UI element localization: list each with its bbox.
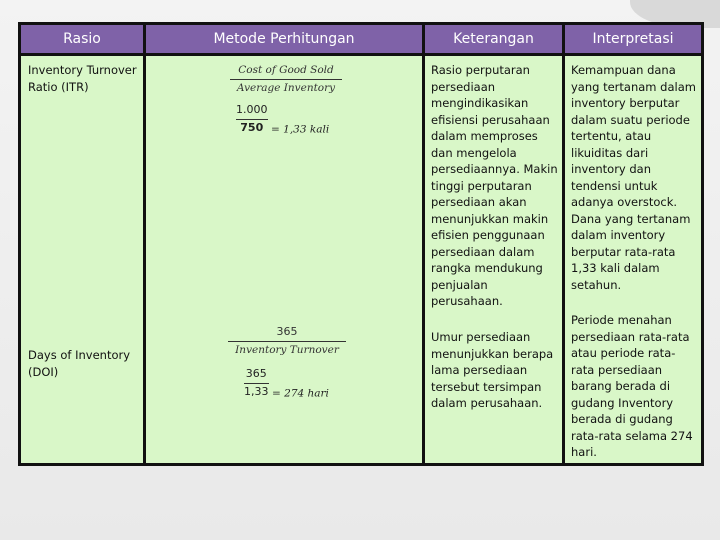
header-metode-perhitungan: Metode Perhitungan	[146, 25, 422, 53]
itr-calc-result: = 1,33 kali	[271, 123, 330, 136]
doi-formula	[228, 324, 346, 358]
header-keterangan: Keterangan	[425, 25, 562, 53]
doi-calc-result: = 274 hari	[272, 387, 329, 400]
ratio-table	[18, 22, 704, 466]
ratio-name-itr: Inventory Turnover Ratio (ITR)	[28, 63, 137, 94]
keterangan-itr: Rasio perputaran persediaan mengindikasikan efisiensi perusahaan dalam memproses dan mengelola persediaannya. Makin tinggi perputaran persediaan akan menunjukkan makin efisien penggunaan persediaan dalam rangka mendukung penjualan perusahaan.	[431, 63, 558, 308]
keterangan-doi: Umur persediaan menunjukkan berapa lama persediaan tersebut tersimpan dalam perusahaan.	[431, 330, 554, 410]
itr-formula-numerator: Cost of Good Sold	[238, 64, 334, 76]
header-rasio: Rasio	[21, 25, 143, 53]
cell-metode-perhitungan	[146, 56, 422, 463]
cell-rasio	[21, 56, 143, 463]
header-interpretasi: Interpretasi	[565, 25, 701, 53]
doi-calc-numerator: 365	[245, 367, 267, 380]
doi-calc-denominator: 1,33	[244, 383, 269, 401]
interpretasi-doi: Periode menahan persediaan rata-rata atau periode rata-rata persediaan barang berada di gudang Inventory berada di gudang rata-rata selama 274 hari.	[571, 313, 693, 459]
itr-calc-denominator: 750	[236, 119, 268, 137]
itr-calc-numerator: 1.000	[236, 103, 268, 116]
itr-formula-denominator: Average Inventory	[230, 79, 342, 97]
doi-formula-numerator: 365	[276, 325, 298, 338]
ratio-name-doi: Days of Inventory (DOI)	[28, 348, 131, 379]
doi-calculation	[244, 366, 329, 402]
itr-formula	[230, 62, 342, 96]
cell-interpretasi	[565, 56, 701, 463]
interpretasi-itr: Kemampuan dana yang tertanam dalam inventory berputar dalam suatu periode tertentu, atau likuiditas dari inventory dan tendensi untuk adanya overstock. Dana yang tertanam dalam inventory berputar rata-rata 1,33 kali dalam setahun.	[571, 63, 696, 292]
itr-calculation	[236, 102, 329, 138]
doi-formula-denominator: Inventory Turnover	[228, 341, 346, 359]
cell-keterangan	[425, 56, 562, 463]
